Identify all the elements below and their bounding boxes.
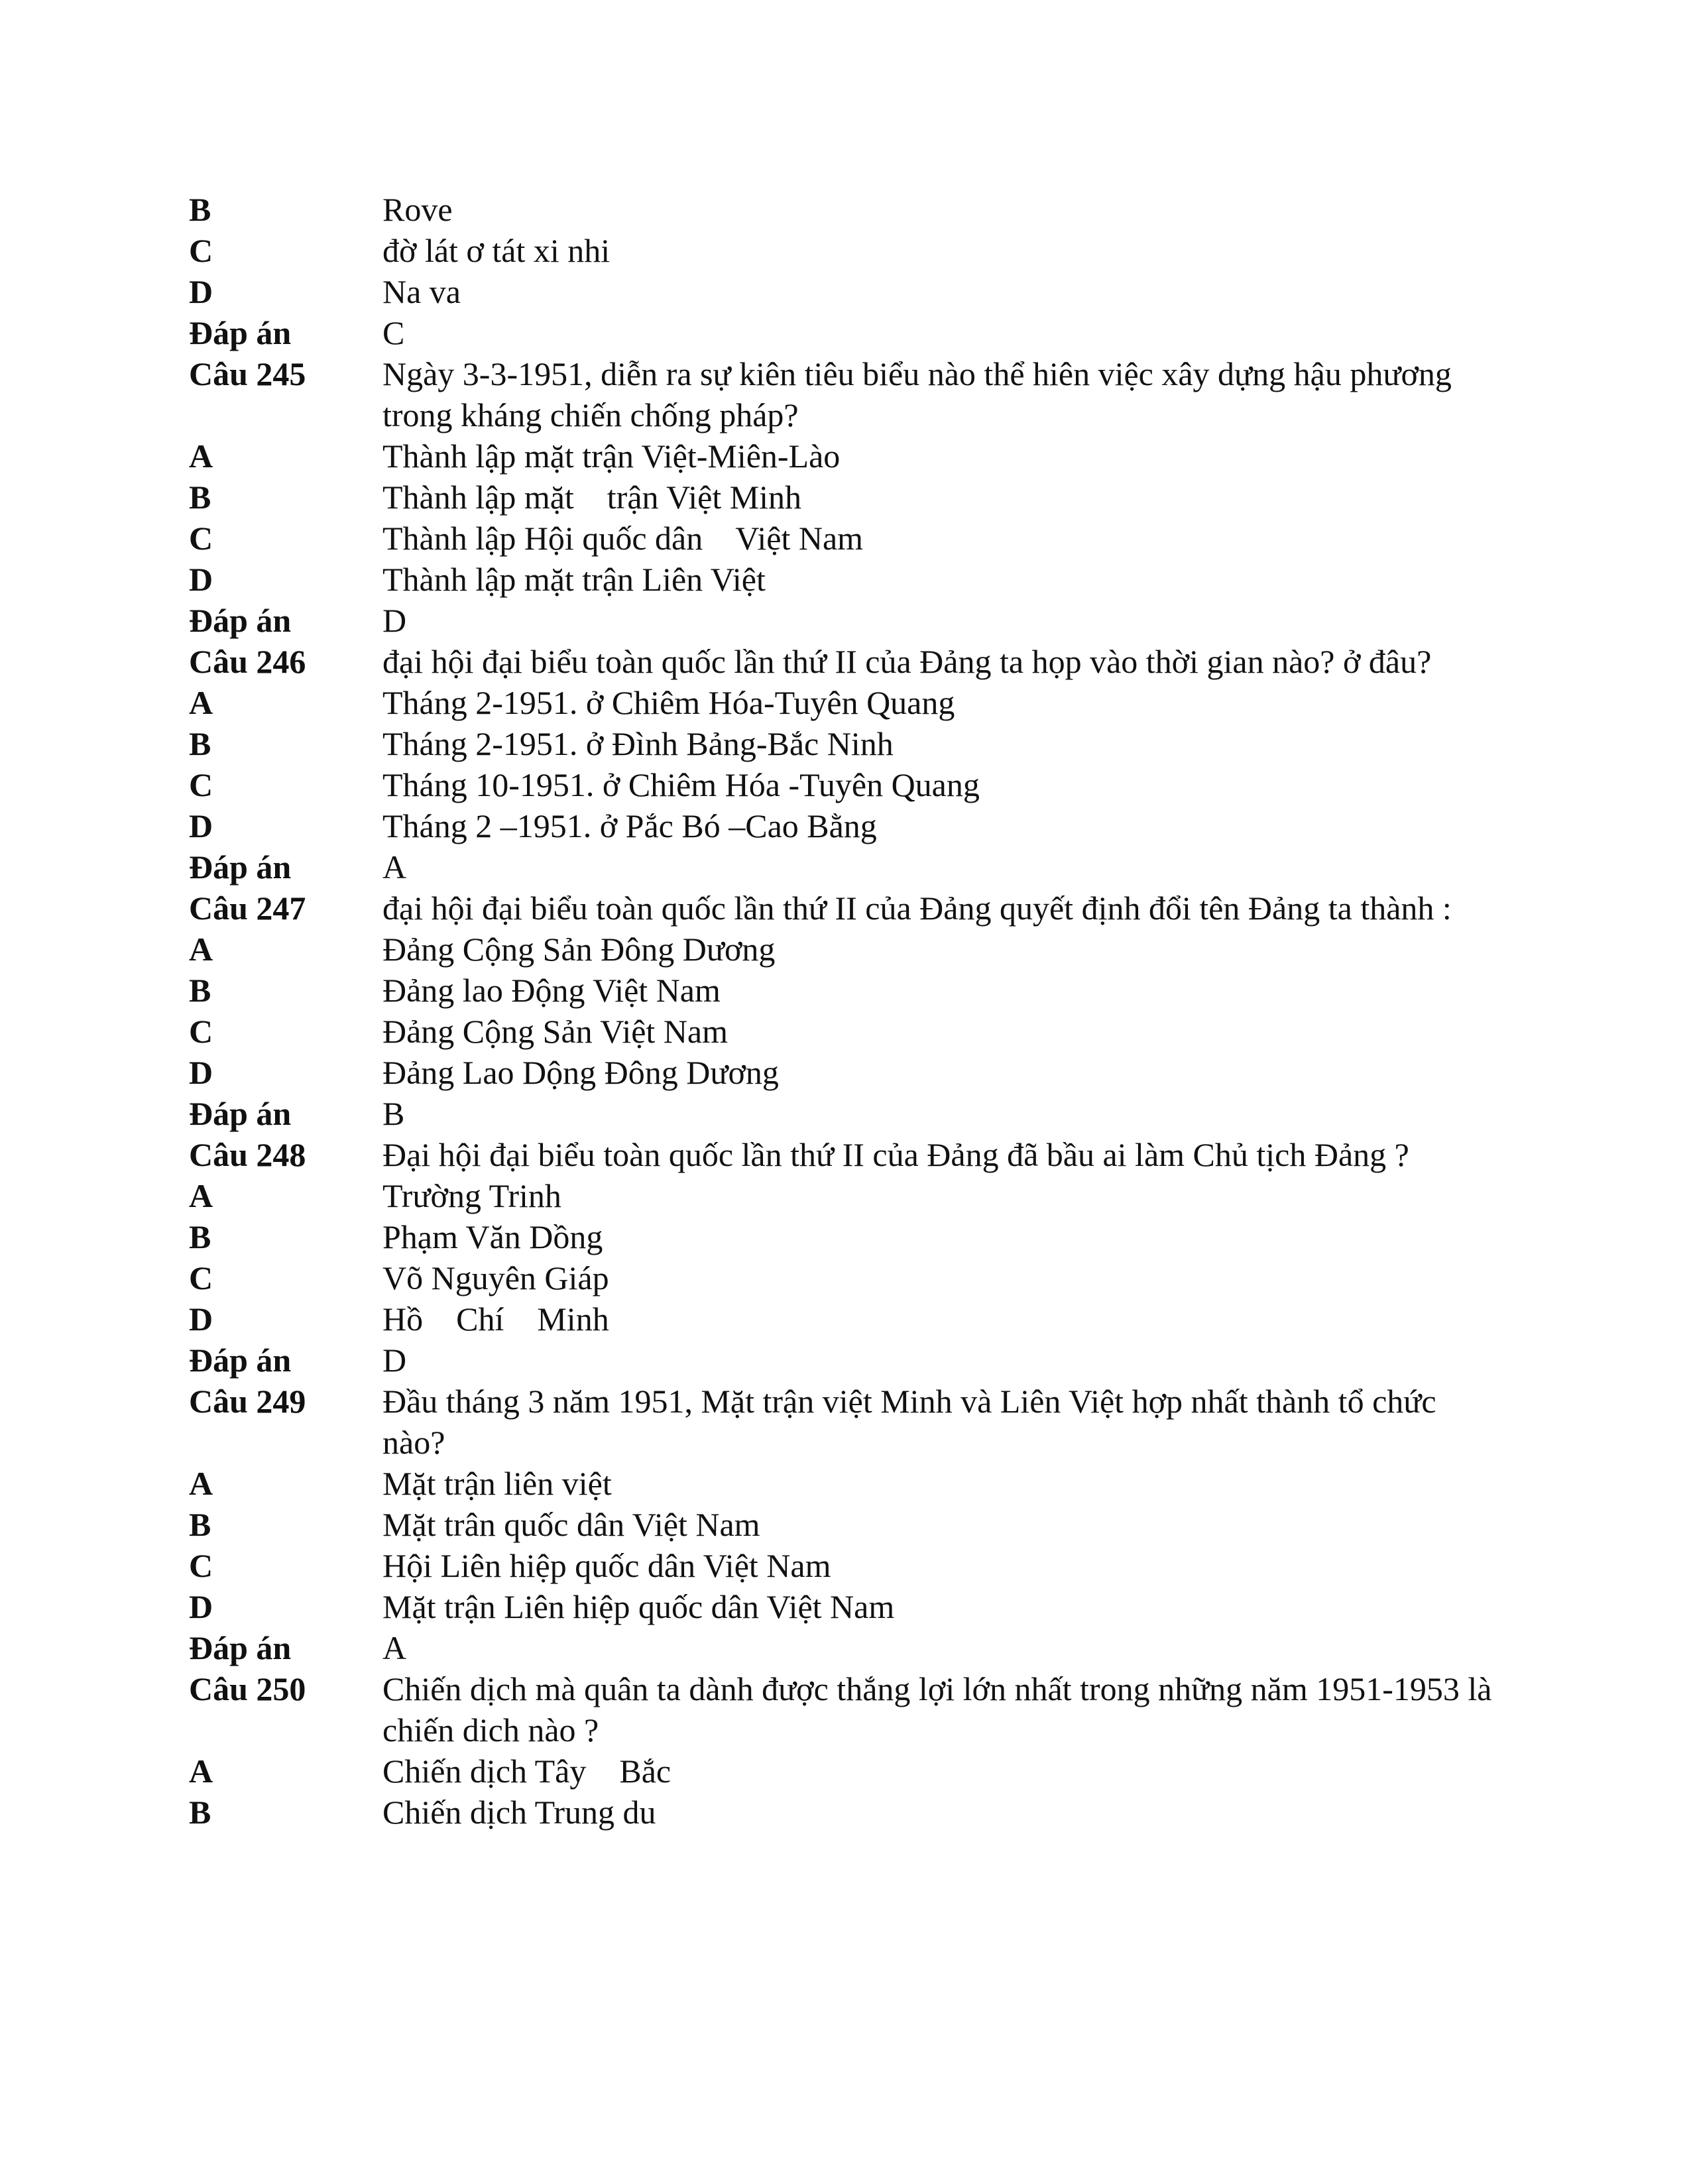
option-row: [189, 1504, 1488, 1545]
question-list: [189, 189, 1500, 1833]
option-text: Thành lập mặt trận Liên Việt: [382, 561, 766, 598]
option-row: [189, 929, 1488, 970]
option-letter: B: [189, 1794, 211, 1831]
answer-label: Đáp án: [189, 848, 292, 886]
option-row: [189, 723, 1488, 764]
option-letter: C: [189, 1259, 213, 1296]
question-text: đại hội đại biểu toàn quốc lần thứ II của Đảng quyết định đổi tên Đảng ta thành :: [382, 890, 1452, 927]
question-row: [189, 353, 1488, 435]
option-letter: C: [189, 1547, 213, 1584]
option-text: Mặt trận liên việt: [382, 1465, 612, 1502]
option-row: [189, 1052, 1488, 1093]
option-letter: A: [189, 931, 213, 968]
option-letter: B: [189, 725, 211, 762]
option-row: [189, 1792, 1488, 1833]
answer-value: A: [382, 848, 407, 886]
option-row: [189, 230, 1488, 271]
answer-value: B: [382, 1095, 405, 1132]
option-row: [189, 1298, 1488, 1340]
option-letter: C: [189, 232, 213, 269]
option-text: Na va: [382, 273, 461, 310]
answer-value: D: [382, 1342, 407, 1379]
option-letter: A: [189, 1465, 213, 1502]
option-letter: B: [189, 479, 211, 516]
option-letter: A: [189, 684, 213, 721]
option-text: Chiến dịch Tây Bắc: [382, 1753, 671, 1790]
option-text: Tháng 2-1951. ở Đình Bảng-Bắc Ninh: [382, 725, 894, 762]
answer-label: Đáp án: [189, 1629, 292, 1666]
option-letter: A: [189, 1177, 213, 1214]
answer-label: Đáp án: [189, 1342, 292, 1379]
question-number: Câu 247: [189, 890, 306, 927]
option-row: [189, 1216, 1488, 1257]
option-text: Võ Nguyên Giáp: [382, 1259, 609, 1296]
option-row: [189, 682, 1488, 723]
option-letter: B: [189, 191, 211, 228]
option-row: [189, 764, 1488, 805]
option-row: [189, 1463, 1488, 1504]
option-letter: D: [189, 1300, 213, 1338]
option-row: [189, 1175, 1488, 1216]
option-row: [189, 805, 1488, 846]
option-text: Hội Liên hiệp quốc dân Việt Nam: [382, 1547, 831, 1584]
question-text: Chiến dịch mà quân ta dành được thắng lợi lớn nhất trong những năm 1951-1953 là chiến dich nào ?: [382, 1670, 1500, 1749]
question-row: [189, 1381, 1488, 1463]
question-number: Câu 245: [189, 355, 306, 392]
question-number: Câu 250: [189, 1670, 306, 1707]
question-text: Đại hội đại biểu toàn quốc lần thứ II của Đảng đã bầu ai làm Chủ tịch Đảng ?: [382, 1136, 1409, 1173]
option-letter: B: [189, 1218, 211, 1255]
option-row: [189, 1011, 1488, 1052]
option-row: [189, 477, 1488, 518]
option-row: [189, 559, 1488, 600]
option-text: Thành lập mặt trận Việt Minh: [382, 479, 802, 516]
option-letter: B: [189, 1506, 211, 1543]
answer-label: Đáp án: [189, 314, 292, 351]
option-letter: D: [189, 807, 213, 844]
option-text: đờ lát ơ tát xi nhi: [382, 232, 611, 269]
option-row: [189, 1751, 1488, 1792]
option-text: Mặt trận Liên hiệp quốc dân Việt Nam: [382, 1588, 895, 1625]
option-text: Tháng 2 –1951. ở Pắc Bó –Cao Bằng: [382, 807, 877, 844]
option-row: [189, 518, 1488, 559]
option-row: [189, 970, 1488, 1011]
option-letter: D: [189, 273, 213, 310]
option-text: Đảng Cộng Sản Việt Nam: [382, 1013, 729, 1050]
question-number: Câu 248: [189, 1136, 306, 1173]
option-text: Đảng Lao Dộng Đông Dương: [382, 1054, 779, 1091]
option-letter: A: [189, 437, 213, 475]
option-text: Trường Trinh: [382, 1177, 561, 1214]
option-text: Thành lập Hội quốc dân Việt Nam: [382, 520, 864, 557]
option-text: Hồ Chí Minh: [382, 1300, 609, 1338]
question-row: [189, 1668, 1500, 1751]
option-row: [189, 435, 1488, 477]
option-letter: C: [189, 766, 213, 803]
question-row: [189, 1134, 1488, 1175]
option-letter: D: [189, 1054, 213, 1091]
question-number: Câu 246: [189, 643, 306, 680]
option-letter: B: [189, 972, 211, 1009]
answer-row: [189, 312, 1488, 353]
answer-row: [189, 1093, 1488, 1134]
option-text: Mặt trân quốc dân Việt Nam: [382, 1506, 760, 1543]
option-text: Thành lập mặt trận Việt-Miên-Lào: [382, 437, 841, 475]
option-letter: D: [189, 1588, 213, 1625]
option-row: [189, 271, 1488, 312]
question-text: Ngày 3-3-1951, diễn ra sự kiên tiêu biểu nào thể hiên việc xây dựng hậu phương trong kháng chiến chống pháp?: [382, 355, 1460, 433]
question-text: đại hội đại biểu toàn quốc lần thứ II của Đảng ta họp vào thời gian nào? ở đâu?: [382, 643, 1432, 680]
answer-label: Đáp án: [189, 1095, 292, 1132]
question-text: Đầu tháng 3 năm 1951, Mặt trận việt Minh và Liên Việt hợp nhất thành tổ chức nào?: [382, 1383, 1445, 1461]
answer-value: D: [382, 602, 407, 639]
option-text: Đảng lao Động Việt Nam: [382, 972, 721, 1009]
option-text: Đảng Cộng Sản Đông Dương: [382, 931, 776, 968]
question-row: [189, 641, 1488, 682]
option-letter: D: [189, 561, 213, 598]
option-row: [189, 189, 1488, 230]
option-letter: C: [189, 1013, 213, 1050]
answer-value: C: [382, 314, 405, 351]
question-number: Câu 249: [189, 1383, 306, 1420]
answer-row: [189, 1627, 1488, 1668]
answer-row: [189, 600, 1488, 641]
question-row: [189, 888, 1488, 929]
answer-value: A: [382, 1629, 407, 1666]
option-letter: C: [189, 520, 213, 557]
option-row: [189, 1586, 1488, 1627]
option-text: Tháng 2-1951. ở Chiêm Hóa-Tuyên Quang: [382, 684, 955, 721]
answer-row: [189, 1340, 1488, 1381]
option-text: Phạm Văn Dồng: [382, 1218, 603, 1255]
option-row: [189, 1545, 1488, 1586]
answer-label: Đáp án: [189, 602, 292, 639]
answer-row: [189, 846, 1488, 888]
option-letter: A: [189, 1753, 213, 1790]
option-text: Chiến dịch Trung du: [382, 1794, 656, 1831]
option-text: Rove: [382, 191, 453, 228]
option-text: Tháng 10-1951. ở Chiêm Hóa -Tuyên Quang: [382, 766, 980, 803]
option-row: [189, 1257, 1488, 1298]
